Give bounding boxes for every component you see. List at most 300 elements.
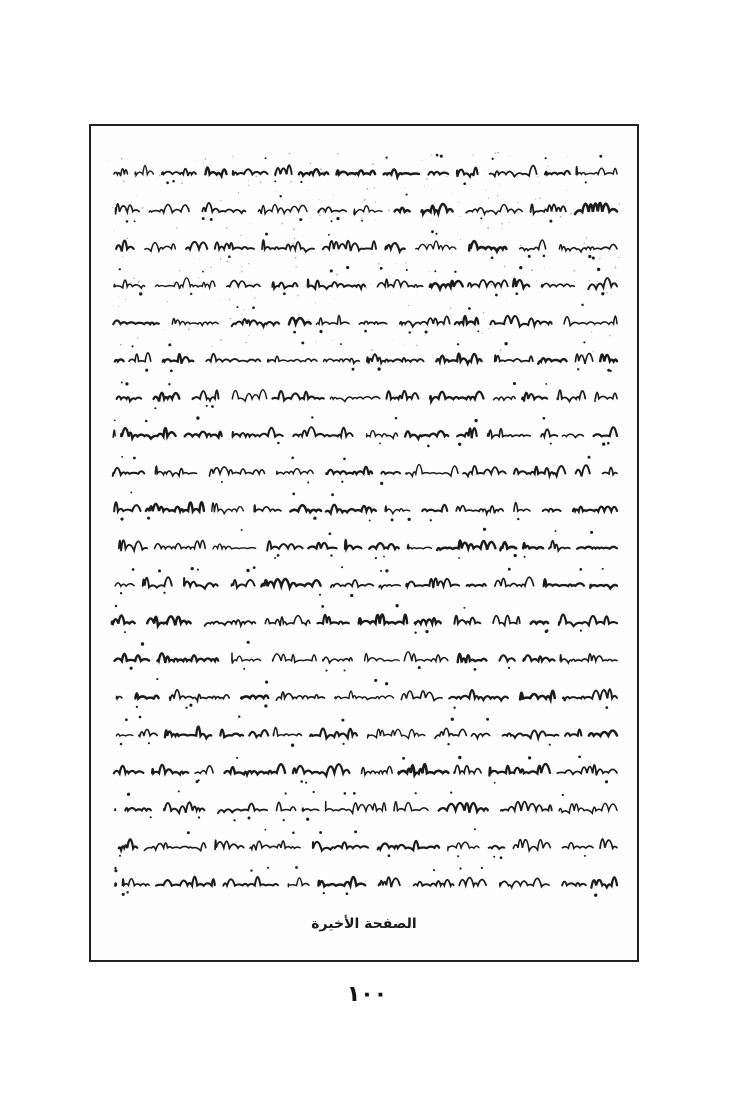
manuscript-line bbox=[113, 456, 617, 485]
manuscript-word bbox=[192, 390, 218, 400]
manuscript-word bbox=[549, 541, 570, 551]
manuscript-dot bbox=[331, 220, 333, 222]
scan-speckle bbox=[494, 152, 495, 153]
scan-speckle bbox=[497, 195, 498, 196]
scan-speckle bbox=[475, 316, 476, 317]
manuscript-dot bbox=[136, 706, 138, 708]
manuscript-line bbox=[115, 790, 617, 821]
manuscript-dot bbox=[580, 630, 582, 632]
scan-speckle bbox=[606, 292, 607, 293]
scan-speckle bbox=[230, 318, 232, 320]
manuscript-dot bbox=[480, 217, 482, 219]
scan-speckle bbox=[483, 312, 484, 313]
manuscript-dot bbox=[344, 669, 346, 671]
manuscript-word bbox=[559, 803, 617, 813]
manuscript-word bbox=[112, 615, 135, 625]
manuscript-word bbox=[377, 279, 422, 287]
manuscript-word bbox=[430, 392, 483, 402]
manuscript-word bbox=[156, 278, 215, 289]
manuscript-word bbox=[152, 765, 188, 775]
manuscript-dot bbox=[114, 867, 116, 869]
manuscript-word bbox=[289, 318, 311, 325]
manuscript-word bbox=[589, 731, 617, 736]
scan-speckle bbox=[328, 323, 329, 324]
manuscript-word bbox=[202, 203, 245, 213]
manuscript-dot bbox=[415, 792, 417, 794]
manuscript-word bbox=[206, 354, 260, 362]
manuscript-dot bbox=[353, 792, 356, 795]
manuscript-dot bbox=[253, 566, 256, 569]
scan-speckle bbox=[574, 270, 576, 272]
scan-speckle bbox=[594, 325, 596, 327]
manuscript-word bbox=[448, 842, 479, 851]
manuscript-word bbox=[290, 505, 321, 512]
manuscript-line bbox=[115, 341, 617, 372]
scan-speckle bbox=[310, 217, 311, 218]
manuscript-dot bbox=[311, 416, 313, 418]
scan-speckle bbox=[292, 200, 293, 201]
scan-speckle bbox=[506, 299, 507, 300]
manuscript-word bbox=[520, 691, 555, 700]
scan-speckle bbox=[370, 284, 371, 285]
manuscript-dot bbox=[202, 217, 205, 220]
manuscript-dot bbox=[418, 666, 421, 669]
manuscript-dot bbox=[361, 220, 363, 222]
manuscript-word bbox=[116, 696, 122, 698]
manuscript-word bbox=[319, 877, 366, 886]
manuscript-dot bbox=[602, 443, 605, 446]
manuscript-line bbox=[114, 154, 617, 185]
manuscript-dot bbox=[196, 416, 199, 419]
manuscript-dot bbox=[550, 443, 552, 445]
manuscript-word bbox=[354, 206, 382, 214]
manuscript-dot bbox=[468, 307, 471, 310]
manuscript-word bbox=[520, 240, 546, 250]
manuscript-dot bbox=[168, 343, 171, 346]
manuscript-word bbox=[116, 241, 134, 252]
manuscript-word bbox=[562, 843, 593, 849]
manuscript-word bbox=[277, 802, 296, 810]
manuscript-word bbox=[385, 243, 404, 252]
manuscript-dot bbox=[313, 517, 316, 520]
scan-speckle bbox=[544, 268, 545, 269]
manuscript-word bbox=[414, 880, 454, 886]
scan-speckle bbox=[315, 303, 316, 304]
manuscript-dot bbox=[388, 854, 391, 857]
manuscript-dot bbox=[408, 331, 410, 333]
manuscript-dot bbox=[545, 157, 547, 159]
manuscript-dot bbox=[124, 631, 126, 633]
manuscript-word bbox=[215, 242, 254, 249]
manuscript-word bbox=[557, 765, 617, 775]
manuscript-dot bbox=[154, 407, 156, 409]
scan-speckle bbox=[296, 285, 298, 287]
manuscript-dot bbox=[328, 234, 330, 236]
scan-speckle bbox=[261, 246, 263, 248]
manuscript-dot bbox=[346, 266, 349, 269]
scan-speckle bbox=[594, 173, 596, 175]
scan-speckle bbox=[499, 185, 500, 186]
manuscript-word bbox=[367, 431, 398, 439]
manuscript-word bbox=[293, 427, 353, 436]
manuscript-word bbox=[241, 696, 268, 699]
manuscript-dot bbox=[292, 493, 295, 496]
manuscript-word bbox=[576, 166, 617, 174]
scan-speckle bbox=[229, 299, 230, 300]
scan-speckle bbox=[241, 271, 243, 273]
scan-speckle bbox=[510, 320, 511, 321]
scan-speckle bbox=[308, 319, 309, 320]
manuscript-dot bbox=[293, 331, 296, 334]
manuscript-line bbox=[116, 194, 617, 223]
manuscript-word bbox=[488, 429, 531, 438]
manuscript-word bbox=[422, 505, 447, 512]
scan-speckle bbox=[560, 216, 561, 217]
scan-speckle bbox=[426, 243, 428, 245]
scan-speckle bbox=[487, 227, 489, 229]
manuscript-dot bbox=[228, 255, 231, 258]
scan-speckle bbox=[509, 155, 510, 156]
manuscript-word bbox=[469, 241, 506, 251]
manuscript-word bbox=[406, 578, 459, 588]
manuscript-word bbox=[454, 616, 480, 624]
manuscript-word bbox=[538, 358, 566, 364]
manuscript-dot bbox=[126, 220, 129, 223]
manuscript-line bbox=[117, 382, 617, 410]
scan-speckle bbox=[597, 281, 598, 282]
scan-speckle bbox=[544, 207, 545, 208]
scan-speckle bbox=[562, 247, 563, 248]
scan-speckle bbox=[371, 349, 373, 351]
scan-speckle bbox=[599, 258, 600, 259]
manuscript-dot bbox=[168, 383, 170, 385]
manuscript-dot bbox=[331, 493, 334, 496]
scan-speckle bbox=[375, 220, 376, 221]
scan-speckle bbox=[181, 182, 183, 184]
scan-speckle bbox=[240, 235, 241, 236]
manuscript-word bbox=[163, 354, 194, 364]
scan-speckle bbox=[198, 245, 199, 246]
manuscript-dot bbox=[139, 292, 142, 295]
scan-speckle bbox=[298, 314, 300, 316]
scan-speckle bbox=[416, 345, 417, 346]
manuscript-word bbox=[172, 318, 218, 325]
manuscript-dot bbox=[211, 405, 214, 408]
manuscript-word bbox=[559, 244, 617, 251]
scan-speckle bbox=[137, 322, 138, 323]
scan-speckle bbox=[367, 188, 369, 190]
manuscript-word bbox=[575, 353, 592, 363]
manuscript-dot bbox=[178, 790, 180, 792]
scan-speckle bbox=[304, 205, 305, 206]
manuscript-word bbox=[225, 764, 286, 774]
manuscript-word bbox=[401, 691, 442, 701]
manuscript-word bbox=[591, 877, 617, 887]
scan-speckle bbox=[588, 280, 589, 281]
scan-speckle bbox=[200, 245, 202, 247]
manuscript-word bbox=[115, 654, 150, 661]
manuscript-dot bbox=[206, 405, 208, 407]
manuscript-word bbox=[500, 542, 516, 550]
scan-speckle bbox=[226, 227, 228, 229]
manuscript-word bbox=[135, 693, 158, 698]
manuscript-word bbox=[157, 653, 218, 663]
manuscript-dot bbox=[486, 718, 489, 721]
manuscript-dot bbox=[210, 218, 213, 221]
manuscript-dot bbox=[406, 194, 408, 196]
manuscript-dot bbox=[588, 255, 591, 258]
manuscript-word bbox=[365, 654, 400, 662]
scan-speckle bbox=[290, 172, 291, 173]
manuscript-dot bbox=[114, 420, 116, 422]
scan-speckle bbox=[371, 172, 373, 174]
manuscript-dot bbox=[145, 420, 148, 423]
scan-speckle bbox=[378, 263, 380, 265]
manuscript-dot bbox=[292, 832, 295, 835]
manuscript-dot bbox=[243, 668, 245, 670]
manuscript-word bbox=[490, 166, 537, 177]
scan-speckle bbox=[295, 286, 297, 288]
manuscript-word bbox=[293, 764, 350, 776]
manuscript-word bbox=[146, 502, 204, 511]
manuscript-dot bbox=[336, 217, 339, 220]
scan-speckle bbox=[424, 186, 425, 187]
scan-speckle bbox=[419, 251, 420, 252]
scan-speckle bbox=[547, 166, 548, 167]
manuscript-dot bbox=[127, 793, 130, 796]
scan-speckle bbox=[450, 307, 451, 308]
manuscript-word bbox=[213, 544, 256, 549]
manuscript-word bbox=[258, 205, 307, 214]
manuscript-word bbox=[559, 614, 617, 626]
scan-speckle bbox=[375, 201, 376, 202]
scan-speckle bbox=[244, 309, 245, 310]
scan-speckle bbox=[539, 322, 540, 323]
manuscript-word bbox=[562, 434, 583, 437]
manuscript-word bbox=[467, 584, 486, 586]
scan-speckle bbox=[297, 295, 298, 296]
manuscript-dot bbox=[299, 218, 302, 221]
manuscript-word bbox=[114, 766, 143, 774]
manuscript-word bbox=[267, 541, 302, 550]
scan-speckle bbox=[143, 166, 144, 167]
scan-speckle bbox=[281, 223, 282, 224]
scan-speckle bbox=[198, 277, 199, 278]
manuscript-dot bbox=[597, 268, 600, 271]
manuscript-dot bbox=[126, 891, 128, 893]
manuscript-dot bbox=[343, 458, 346, 461]
scan-speckle bbox=[508, 222, 509, 223]
manuscript-dot bbox=[291, 744, 294, 747]
manuscript-dot bbox=[588, 456, 591, 459]
manuscript-word bbox=[576, 465, 590, 476]
manuscript-dot bbox=[436, 154, 439, 157]
manuscript-word bbox=[399, 764, 449, 775]
manuscript-word bbox=[545, 171, 570, 175]
manuscript-dot bbox=[578, 755, 581, 758]
manuscript-word bbox=[565, 729, 581, 735]
scan-speckle bbox=[238, 192, 239, 193]
scan-speckle bbox=[319, 215, 320, 216]
manuscript-word bbox=[265, 616, 310, 626]
manuscript-word bbox=[531, 204, 566, 213]
manuscript-word bbox=[378, 841, 439, 850]
manuscript-word bbox=[318, 615, 349, 624]
manuscript-dot bbox=[172, 180, 175, 183]
scan-speckle bbox=[292, 210, 293, 211]
manuscript-dot bbox=[517, 518, 519, 520]
scan-speckle bbox=[337, 153, 339, 155]
scan-speckle bbox=[312, 285, 313, 286]
scan-speckle bbox=[115, 245, 116, 246]
manuscript-dot bbox=[383, 556, 385, 558]
manuscript-word bbox=[155, 540, 206, 548]
scan-speckle bbox=[123, 181, 125, 183]
manuscript-dot bbox=[330, 554, 332, 556]
scan-speckle bbox=[501, 223, 503, 225]
manuscript-dot bbox=[430, 519, 432, 521]
manuscript-dot bbox=[425, 630, 428, 633]
manuscript-dot bbox=[313, 791, 315, 793]
manuscript-dot bbox=[450, 791, 452, 793]
manuscript-dot bbox=[267, 867, 269, 869]
manuscript-word bbox=[139, 729, 157, 736]
manuscript-dot bbox=[120, 592, 122, 594]
manuscript-word bbox=[468, 280, 508, 287]
manuscript-word bbox=[220, 730, 243, 738]
manuscript-word bbox=[218, 803, 267, 813]
scan-speckle bbox=[164, 330, 165, 331]
scan-speckle bbox=[426, 178, 428, 180]
manuscript-word bbox=[600, 839, 617, 848]
manuscript-dot bbox=[306, 818, 309, 821]
manuscript-dot bbox=[133, 457, 136, 460]
manuscript-dot bbox=[190, 293, 192, 295]
manuscript-word bbox=[493, 615, 520, 625]
manuscript-dot bbox=[121, 382, 123, 384]
scan-speckle bbox=[451, 194, 452, 195]
manuscript-dot bbox=[577, 368, 579, 370]
manuscript-dot bbox=[601, 292, 604, 295]
manuscript-dot bbox=[549, 744, 551, 746]
scan-speckle bbox=[317, 172, 318, 173]
scan-speckle bbox=[425, 335, 426, 336]
scan-speckle bbox=[260, 181, 262, 183]
manuscript-line bbox=[119, 528, 617, 559]
manuscript-dot bbox=[402, 757, 405, 760]
manuscript-dot bbox=[130, 491, 132, 493]
manuscript-word bbox=[272, 282, 297, 288]
manuscript-word bbox=[489, 764, 550, 776]
manuscript-word bbox=[114, 502, 140, 511]
scan-speckle bbox=[491, 284, 493, 286]
manuscript-dot bbox=[592, 256, 595, 259]
manuscript-dot bbox=[158, 569, 161, 572]
manuscript-dot bbox=[236, 306, 238, 308]
scan-speckle bbox=[615, 267, 617, 269]
scan-speckle bbox=[526, 275, 527, 276]
scan-speckle bbox=[361, 217, 362, 218]
manuscript-word bbox=[273, 654, 317, 663]
scan-speckle bbox=[396, 263, 397, 264]
manuscript-word bbox=[313, 842, 368, 851]
manuscript-word bbox=[113, 430, 115, 437]
manuscript-dot bbox=[590, 531, 593, 534]
scan-speckle bbox=[189, 208, 191, 210]
manuscript-dot bbox=[283, 292, 286, 295]
scan-speckle bbox=[450, 314, 451, 315]
scan-speckle bbox=[179, 270, 180, 271]
scan-speckle bbox=[114, 231, 115, 232]
manuscript-dot bbox=[607, 369, 610, 372]
manuscript-word bbox=[272, 391, 323, 400]
manuscript-word bbox=[114, 280, 145, 288]
scan-speckle bbox=[320, 168, 322, 170]
manuscript-dot bbox=[341, 719, 344, 722]
scan-speckle bbox=[196, 250, 197, 251]
manuscript-dot bbox=[295, 866, 298, 869]
manuscript-word bbox=[335, 691, 394, 700]
scan-speckle bbox=[210, 267, 211, 268]
manuscript-dot bbox=[483, 528, 486, 531]
manuscript-word bbox=[273, 727, 301, 736]
manuscript-word bbox=[324, 358, 360, 363]
manuscript-word bbox=[113, 320, 159, 324]
manuscript-word bbox=[455, 316, 479, 324]
scan-speckle bbox=[454, 304, 455, 305]
scan-speckle bbox=[121, 158, 123, 160]
manuscript-word bbox=[543, 509, 561, 512]
scan-speckle bbox=[397, 280, 398, 281]
manuscript-word bbox=[368, 729, 425, 738]
scan-speckle bbox=[195, 160, 196, 161]
scan-speckle bbox=[273, 213, 274, 214]
manuscript-word bbox=[564, 316, 617, 326]
manuscript-word bbox=[577, 547, 617, 549]
manuscript-dot bbox=[500, 856, 503, 859]
manuscript-dot bbox=[477, 330, 479, 332]
manuscript-dot bbox=[238, 715, 240, 717]
scan-speckle bbox=[199, 259, 200, 260]
manuscript-dot bbox=[300, 780, 303, 783]
page-caption: الصفحة الأخيرة bbox=[311, 916, 417, 932]
manuscript-dot bbox=[546, 629, 549, 632]
manuscript-dot bbox=[150, 816, 152, 818]
manuscript-word bbox=[144, 843, 205, 851]
manuscript-dot bbox=[341, 481, 343, 483]
scan-speckle bbox=[295, 257, 297, 259]
manuscript-word bbox=[210, 467, 265, 476]
scan-speckle bbox=[122, 256, 123, 257]
scan-speckle bbox=[566, 190, 567, 191]
manuscript-word bbox=[345, 540, 361, 549]
scan-speckle bbox=[538, 176, 539, 177]
manuscript-dot bbox=[599, 155, 602, 158]
manuscript-word bbox=[422, 204, 453, 214]
manuscript-word bbox=[430, 281, 463, 289]
scan-speckle bbox=[319, 199, 320, 200]
manuscript-word bbox=[170, 690, 230, 701]
manuscript-dot bbox=[493, 856, 495, 858]
manuscript-dot bbox=[134, 220, 136, 222]
scan-speckle bbox=[583, 243, 585, 245]
page-frame bbox=[89, 124, 639, 962]
scan-speckle bbox=[408, 305, 409, 306]
manuscript-word bbox=[385, 506, 410, 514]
scan-speckle bbox=[289, 153, 291, 155]
manuscript-word bbox=[501, 802, 552, 811]
manuscript-dot bbox=[130, 667, 133, 670]
